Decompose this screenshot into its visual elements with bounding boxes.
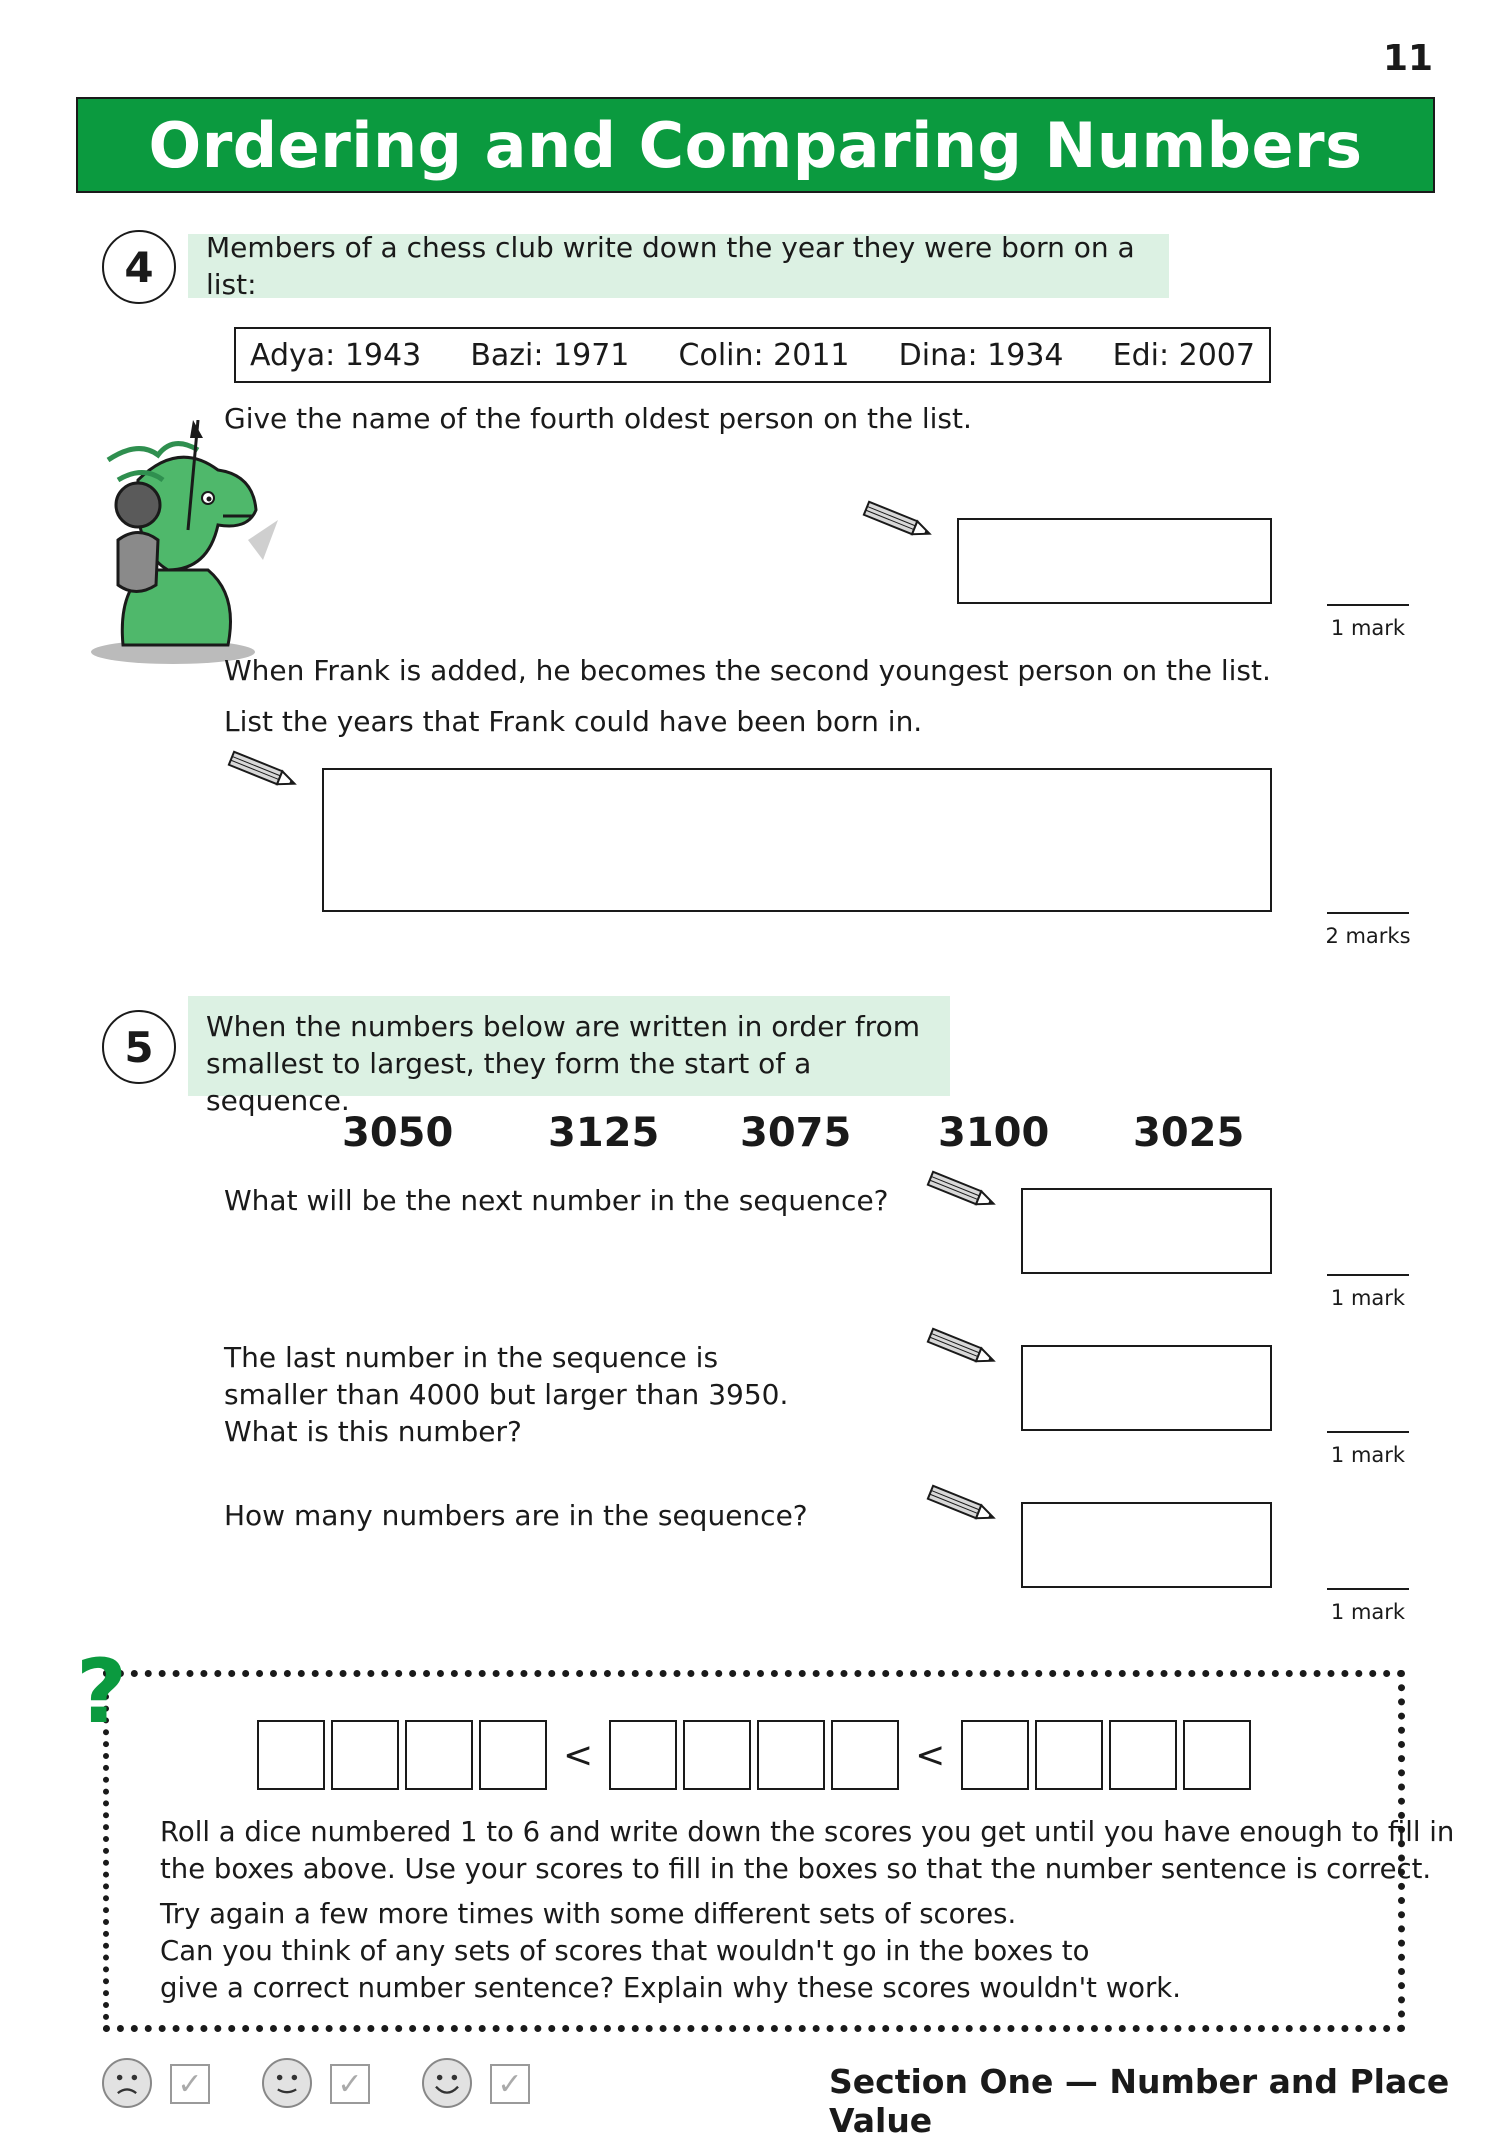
number-sentence bbox=[257, 1720, 1251, 1790]
digit-box[interactable] bbox=[609, 1720, 677, 1790]
marks-label: 1 mark bbox=[1330, 1443, 1406, 1467]
sequence-number: 3075 bbox=[740, 1110, 852, 1156]
marks-label: 1 mark bbox=[1330, 616, 1406, 640]
digit-box[interactable] bbox=[405, 1720, 473, 1790]
question-4-intro-box bbox=[188, 231, 1169, 301]
answer-box-4b[interactable] bbox=[322, 768, 1272, 912]
answer-box-5b[interactable] bbox=[1021, 1345, 1272, 1431]
question-4b-text-line2: List the years that Frank could have been born in. bbox=[224, 705, 923, 738]
sequence-number: 3100 bbox=[938, 1110, 1050, 1156]
list-item: Colin: 2011 bbox=[678, 337, 850, 373]
list-item: Adya: 1943 bbox=[250, 337, 422, 373]
sad-face-icon[interactable] bbox=[102, 2058, 152, 2108]
sequence-number: 3025 bbox=[1133, 1110, 1245, 1156]
question-5b-line2: smaller than 4000 but larger than 3950. bbox=[224, 1378, 789, 1411]
marks-label: 2 marks bbox=[1325, 924, 1411, 948]
puzzle-line1: Roll a dice numbered 1 to 6 and write down the scores you get until you have enough to fill in bbox=[160, 1816, 1455, 1848]
question-4-intro: Members of a chess club write down the year they were born on a list: bbox=[206, 231, 1135, 301]
mark-line bbox=[1327, 604, 1409, 606]
list-item: Bazi: 1971 bbox=[470, 337, 630, 373]
page-number: 11 bbox=[1383, 38, 1434, 79]
happy-face-icon[interactable] bbox=[422, 2058, 472, 2108]
checkbox-happy[interactable]: ✓ bbox=[490, 2064, 530, 2104]
less-than-sign: < bbox=[915, 1734, 946, 1776]
page-title: Ordering and Comparing Numbers bbox=[148, 108, 1363, 182]
question-4-number: 4 bbox=[102, 230, 176, 304]
puzzle-line2: the boxes above. Use your scores to fill in the boxes so that the number sentence is correct. bbox=[160, 1853, 1432, 1885]
checkbox-neutral[interactable]: ✓ bbox=[330, 2064, 370, 2104]
mark-line bbox=[1327, 1588, 1409, 1590]
question-5-intro-line1: When the numbers below are written in order from bbox=[206, 1010, 920, 1043]
question-5c-text: How many numbers are in the sequence? bbox=[224, 1499, 808, 1532]
marks-label: 1 mark bbox=[1330, 1600, 1406, 1624]
digit-box[interactable] bbox=[757, 1720, 825, 1790]
list-item: Dina: 1934 bbox=[898, 337, 1064, 373]
mark-line bbox=[1327, 912, 1409, 914]
question-5-intro-box bbox=[188, 996, 950, 1117]
digit-box[interactable] bbox=[961, 1720, 1029, 1790]
digit-box[interactable] bbox=[479, 1720, 547, 1790]
answer-box-5a[interactable] bbox=[1021, 1188, 1272, 1274]
puzzle-line5: give a correct number sentence? Explain why these scores wouldn't work. bbox=[160, 1972, 1181, 2004]
pencil-icon bbox=[922, 1327, 1002, 1369]
answer-box-5c[interactable] bbox=[1021, 1502, 1272, 1588]
neutral-face-icon[interactable] bbox=[262, 2058, 312, 2108]
puzzle-instructions bbox=[160, 1814, 1454, 2007]
digit-box[interactable] bbox=[257, 1720, 325, 1790]
digit-box[interactable] bbox=[831, 1720, 899, 1790]
less-than-sign: < bbox=[563, 1734, 594, 1776]
digit-box[interactable] bbox=[1183, 1720, 1251, 1790]
birth-year-list bbox=[234, 327, 1271, 383]
question-5a-text: What will be the next number in the sequence? bbox=[224, 1184, 889, 1217]
list-item: Edi: 2007 bbox=[1112, 337, 1255, 373]
puzzle-line4: Can you think of any sets of scores that wouldn't go in the boxes to bbox=[160, 1935, 1090, 1967]
question-5b-line3: What is this number? bbox=[224, 1415, 522, 1448]
question-5b-text bbox=[224, 1339, 788, 1450]
digit-box[interactable] bbox=[1109, 1720, 1177, 1790]
digit-box[interactable] bbox=[331, 1720, 399, 1790]
answer-box-4a[interactable] bbox=[957, 518, 1272, 604]
sequence-number: 3050 bbox=[342, 1110, 454, 1156]
pencil-icon bbox=[922, 1484, 1002, 1526]
mark-line bbox=[1327, 1431, 1409, 1433]
question-4a-text: Give the name of the fourth oldest person on the list. bbox=[224, 402, 972, 435]
digit-box[interactable] bbox=[683, 1720, 751, 1790]
section-footer: Section One — Number and Place Value bbox=[829, 2062, 1450, 2140]
marks-label: 1 mark bbox=[1330, 1286, 1406, 1310]
title-banner bbox=[76, 97, 1435, 193]
question-4b-text-line1: When Frank is added, he becomes the second youngest person on the list. bbox=[224, 654, 1271, 687]
sequence-number: 3125 bbox=[548, 1110, 660, 1156]
pencil-icon bbox=[858, 500, 938, 542]
question-5-intro-line2: smallest to largest, they form the start of a sequence. bbox=[206, 1047, 812, 1117]
question-mark-icon: ? bbox=[76, 1640, 128, 1743]
chess-knight-dragon-illustration bbox=[78, 420, 288, 670]
digit-box[interactable] bbox=[1035, 1720, 1103, 1790]
checkbox-sad[interactable]: ✓ bbox=[170, 2064, 210, 2104]
mark-line bbox=[1327, 1274, 1409, 1276]
pencil-icon bbox=[922, 1170, 1002, 1212]
question-5b-line1: The last number in the sequence is bbox=[224, 1341, 719, 1374]
pencil-icon bbox=[223, 750, 303, 792]
puzzle-line3: Try again a few more times with some different sets of scores. bbox=[160, 1898, 1017, 1930]
question-5-number: 5 bbox=[102, 1010, 176, 1084]
